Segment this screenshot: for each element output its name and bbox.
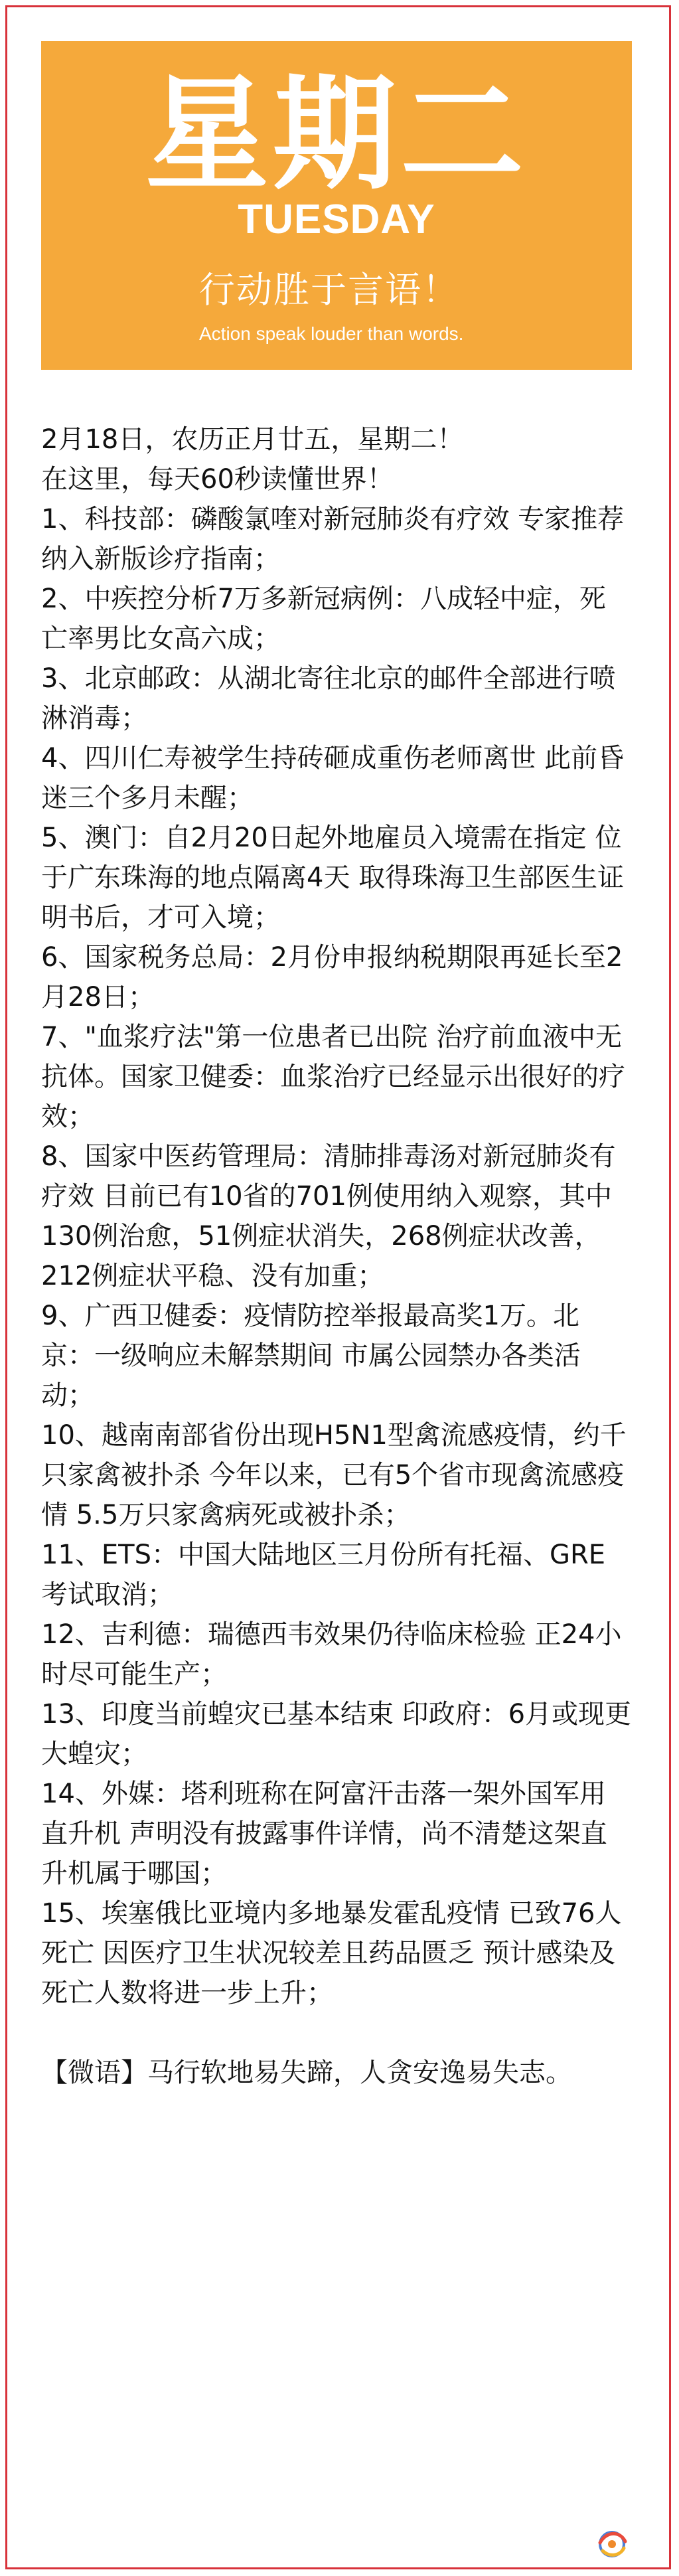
news-item: 3、北京邮政：从湖北寄往北京的邮件全部进行喷淋消毒；: [41, 663, 616, 734]
news-content: [41, 420, 632, 2093]
tagline: 在这里，每天60秒读懂世界！: [41, 464, 394, 495]
news-item: 5、澳门：自2月20日起外地雇员入境需在指定 位于广东珠海的地点隔离4天 取得珠海卫生部医生证明书后，才可入境；: [41, 823, 625, 933]
spacer: [41, 2013, 632, 2053]
news-item: 1、科技部：磷酸氯喹对新冠肺炎有疗效 专家推荐纳入新版诊疗指南；: [41, 504, 625, 574]
news-item: 7、"血浆疗法"第一位患者已出院 治疗前血液中无抗体。国家卫健委：血浆治疗已经显示出很好的疗效；: [41, 1022, 625, 1132]
banner-day-chinese: 星期二: [145, 62, 528, 206]
news-item: 9、广西卫健委：疫情防控举报最高奖1万。北京：一级响应未解禁期间 市属公园禁办各类活动；: [41, 1301, 581, 1411]
news-item: 14、外媒：塔利班称在阿富汗击落一架外国军用直升机 声明没有披露事件详情，尚不清楚这架直升机属于哪国；: [41, 1779, 607, 1889]
news-item: 10、越南南部省份出现H5N1型禽流感疫情，约千只家禽被扑杀 今年以来，已有5个省市现禽流感疫情 5.5万只家禽病死或被扑杀；: [41, 1420, 627, 1530]
banner-slogan-chinese: 行动胜于言语！: [199, 269, 459, 311]
news-item: 11、ETS：中国大陆地区三月份所有托福、GRE考试取消；: [41, 1540, 606, 1610]
news-item: 6、国家税务总局：2月份申报纳税期限再延长至2月28日；: [41, 942, 623, 1012]
date-line: 2月18日，农历正月廿五，星期二！: [41, 424, 464, 455]
swirl-logo-icon: [593, 2524, 631, 2561]
news-item: 13、印度当前蝗灾已基本结束 印政府：6月或现更大蝗灾；: [41, 1699, 632, 1769]
banner-slogan-english: Action speak louder than words.: [199, 323, 464, 344]
header-banner: [41, 41, 632, 370]
news-item: 12、吉利德：瑞德西韦效果仍待临床检验 正24小时尽可能生产；: [41, 1619, 622, 1690]
banner-day-english: TUESDAY: [238, 197, 435, 242]
news-item: 15、埃塞俄比亚境内多地暴发霍乱疫情 已致76人死亡 因医疗卫生状况较差且药品匮乏 预计感染及死亡人数将进一步上升；: [41, 1898, 622, 2008]
news-item: 8、国家中医药管理局：清肺排毒汤对新冠肺炎有疗效 目前已有10省的701例使用纳入观察，其中130例治愈，51例症状消失，268例症状改善，212例症状平稳、没有加重；: [41, 1141, 616, 1291]
news-item: 4、四川仁寿被学生持砖砸成重伤老师离世 此前昏迷三个多月未醒；: [41, 743, 625, 813]
quote: 【微语】马行软地易失蹄，人贪安逸易失志。: [41, 2057, 572, 2088]
news-item: 2、中疾控分析7万多新冠病例：八成轻中症，死亡率男比女高六成；: [41, 584, 606, 654]
